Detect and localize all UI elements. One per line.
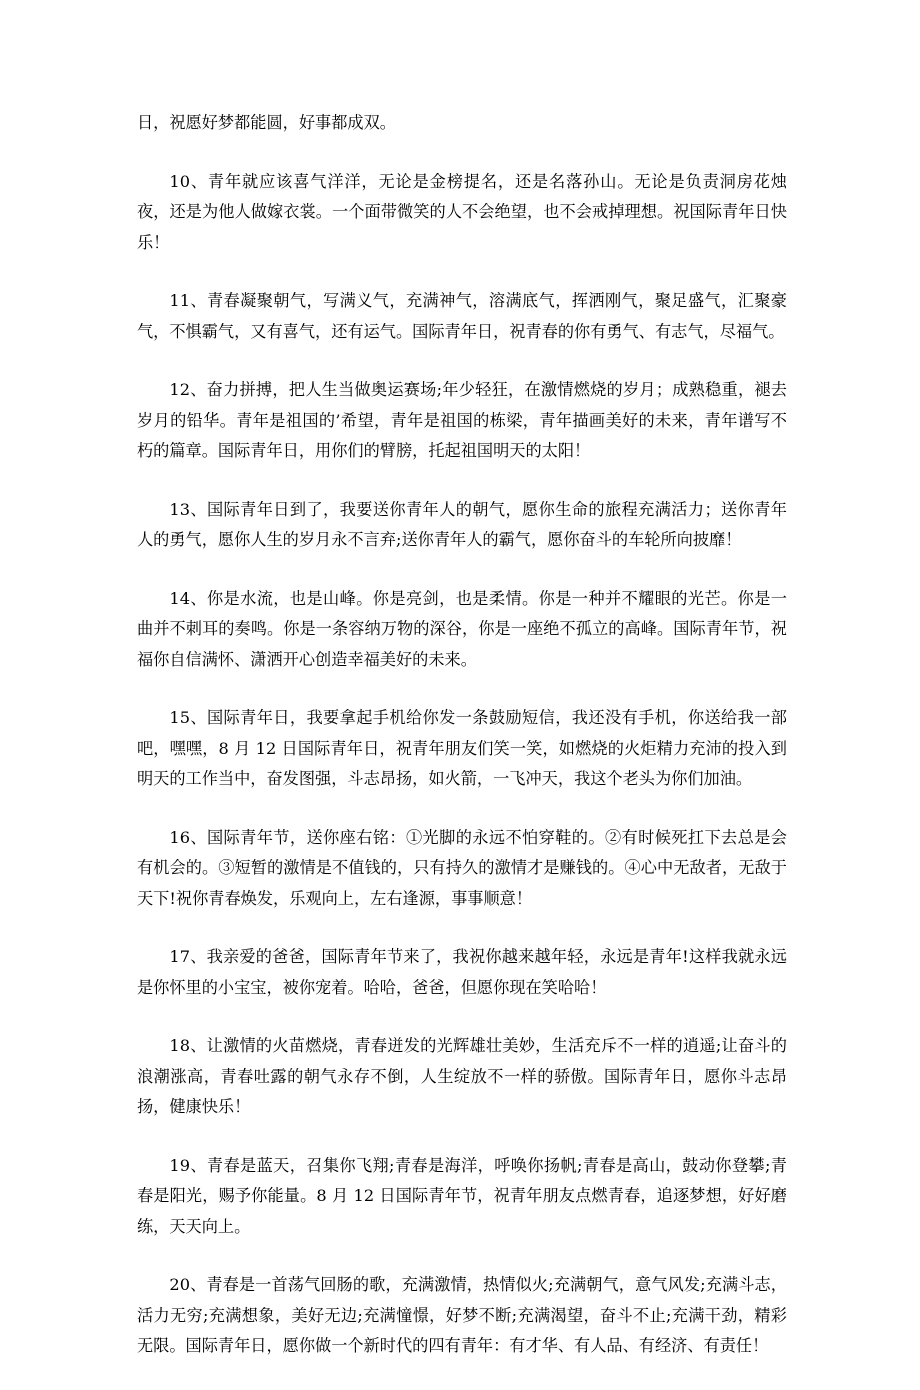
paragraph-10: 10、青年就应该喜气洋洋，无论是金榜提名，还是名落孙山。无论是负责洞房花烛夜，还是为他人做嫁衣裳。一个面带微笑的人不会绝望，也不会戒掉理想。祝国际青年日快乐！ [137,171,787,252]
paragraph-14: 14、你是水流，也是山峰。你是亮剑，也是柔情。你是一种并不耀眼的光芒。你是一曲并不刺耳的奏鸣。你是一条容纳万物的深谷，你是一座绝不孤立的高峰。国际青年节，祝福你自信满怀、潇洒开心创造幸福美好的未来。 [137,588,787,669]
paragraph-18: 18、让激情的火苗燃烧，青春迸发的光辉雄壮美妙，生活充斥不一样的逍遥;让奋斗的浪潮涨高，青春吐露的朝气永存不倒，人生绽放不一样的骄傲。国际青年日，愿你斗志昂扬，健康快乐！ [137,1036,787,1116]
document-page [137,108,787,1390]
paragraph-17: 17、我亲爱的爸爸，国际青年节来了，我祝你越来越年轻，永远是青年!这样我就永远是你怀里的小宝宝，被你宠着。哈哈，爸爸，但愿你现在笑哈哈！ [137,947,787,997]
paragraph-12: 12、奋力拼搏，把人生当做奥运赛场;年少轻狂，在激情燃烧的岁月；成熟稳重，褪去岁月的铅华。青年是祖国的’希望，青年是祖国的栋梁，青年描画美好的未来，青年谱写不朽的篇章。国际青年日，用你们的臂膀，托起祖国明天的太阳！ [137,380,787,460]
paragraph-19: 19、青春是蓝天，召集你飞翔;青春是海洋，呼唤你扬帆;青春是高山，鼓动你登攀;青春是阳光，赐予你能量。8 月 12 日国际青年节，祝青年朋友点燃青春，追逐梦想，好好磨练，天天向上。 [137,1155,787,1236]
paragraph-13: 13、国际青年日到了，我要送你青年人的朝气，愿你生命的旅程充满活力；送你青年人的勇气，愿你人生的岁月永不言弃;送你青年人的霸气，愿你奋斗的车轮所向披靡！ [137,499,787,549]
paragraph-11: 11、青春凝聚朝气，写满义气，充满神气，溶满底气，挥洒刚气，聚足盛气，汇聚豪气，不惧霸气，又有喜气，还有运气。国际青年日，祝青春的你有勇气、有志气，尽福气。 [137,291,787,341]
paragraph-15: 15、国际青年日，我要拿起手机给你发一条鼓励短信，我还没有手机，你送给我一部吧，嘿嘿，8 月 12 日国际青年日，祝青年朋友们笑一笑，如燃烧的火炬精力充沛的投入到明天的工作当中，奋发图强，斗志昂扬，如火箭，一飞冲天，我这个老头为你们加油。 [137,708,787,788]
paragraph-20: 20、青春是一首荡气回肠的歌，充满激情，热情似火;充满朝气，意气风发;充满斗志，活力无穷;充满想象，美好无边;充满憧憬，好梦不断;充满渴望，奋斗不止;充满干劲，精彩无限。国际青年日，愿你做一个新时代的四有青年：有才华、有人品、有经济、有责任！ [137,1275,787,1355]
paragraph-continued: 日，祝愿好梦都能圆，好事都成双。 [137,113,396,132]
paragraph-16: 16、国际青年节，送你座右铭：①光脚的永远不怕穿鞋的。②有时候死扛下去总是会有机会的。③短暂的激情是不值钱的，只有持久的激情才是赚钱的。④心中无敌者，无敌于天下!祝你青春焕发，乐观向上，左右逢源，事事顺意！ [137,827,787,908]
